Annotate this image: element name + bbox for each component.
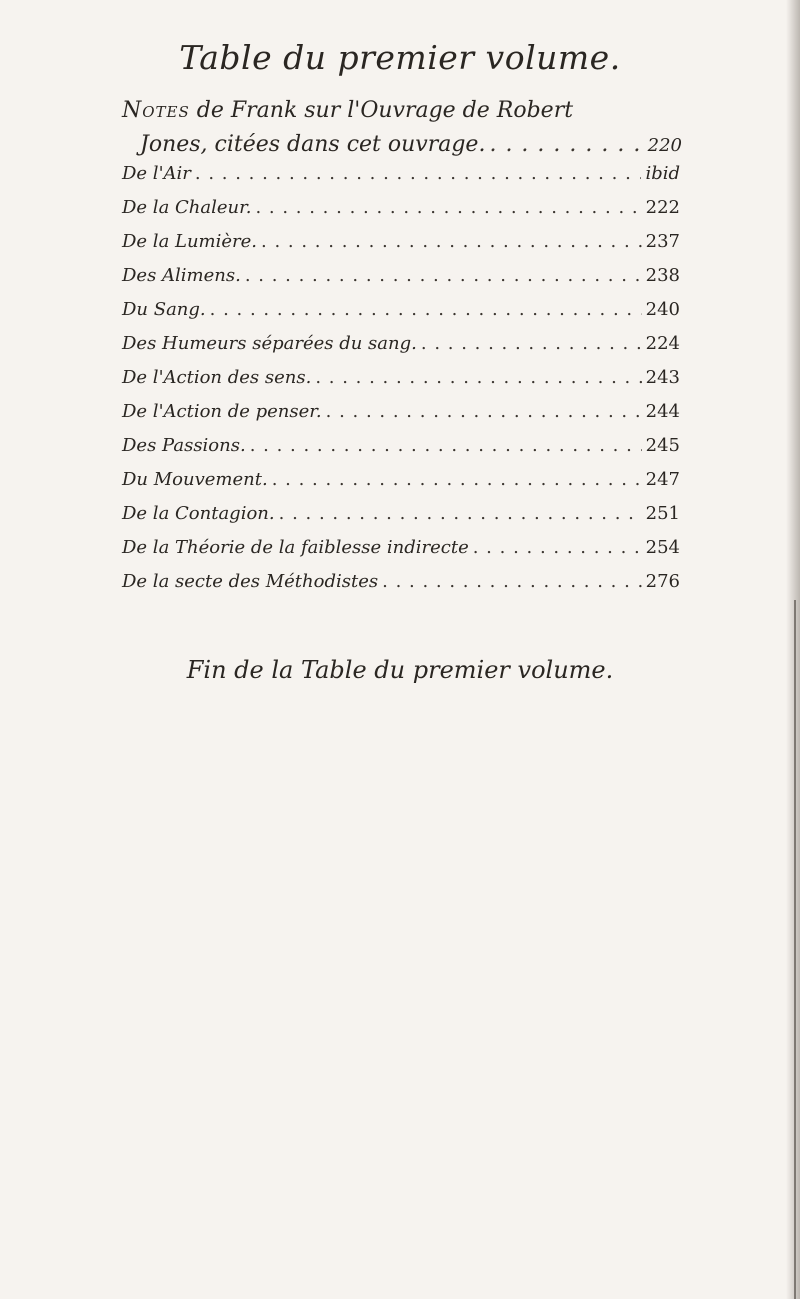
toc-entry-page: 222 (645, 197, 680, 218)
toc-entry-page: 251 (645, 503, 680, 524)
notes-heading (122, 94, 682, 163)
toc-entry (122, 435, 680, 467)
toc-entry (122, 401, 680, 433)
toc-entry (122, 197, 680, 229)
leader-dots (245, 265, 642, 286)
leader-dots (261, 231, 642, 252)
notes-heading-line2-text: Jones, citées dans cet ouvrage. (140, 132, 486, 157)
page-title: Table du premier volume. (179, 38, 621, 77)
toc-entry-page: ibid (645, 163, 680, 184)
notes-heading-prefix: Notes (122, 98, 190, 123)
leader-dots (473, 537, 642, 558)
toc-entry-page: 238 (645, 265, 680, 286)
toc-entry-label: Du Mouvement. (122, 469, 268, 490)
toc-entry-label: Des Passions. (122, 435, 246, 456)
leader-dots (255, 197, 641, 218)
leader-dots (272, 469, 642, 490)
toc-entry-label: De l'Action des sens. (122, 367, 312, 388)
leader-dots (315, 367, 641, 388)
toc-entry (122, 469, 680, 501)
toc-entry-page: 244 (645, 401, 680, 422)
toc-entry (122, 231, 680, 263)
leader-dots (489, 128, 643, 162)
page-edge-line (794, 600, 796, 1299)
notes-heading-line1 (122, 94, 682, 128)
leader-dots (195, 163, 642, 184)
toc-entry-page: 245 (645, 435, 680, 456)
notes-heading-line2 (122, 128, 682, 163)
leader-dots (382, 571, 642, 592)
toc-entry (122, 163, 680, 195)
toc-entry-label: De la Contagion. (122, 503, 275, 524)
toc-entry-page: 276 (645, 571, 680, 592)
toc-entry-label: Du Sang. (122, 299, 206, 320)
toc-entry-page: 237 (645, 231, 680, 252)
leader-dots (250, 435, 642, 456)
toc-entry (122, 333, 680, 365)
toc-entry-label: De la Théorie de la faiblesse indirecte (122, 537, 469, 558)
toc-entry-label: De la Chaleur. (122, 197, 252, 218)
toc-entry-label: De l'Air (122, 163, 191, 184)
toc-entry (122, 537, 680, 569)
notes-heading-page: 220 (647, 135, 682, 156)
toc-entry-page: 254 (645, 537, 680, 558)
page-edge-shadow (786, 0, 800, 1299)
toc-entry (122, 503, 680, 535)
leader-dots (421, 333, 642, 354)
leader-dots (326, 401, 642, 422)
toc-entry-label: De la secte des Méthodistes (122, 571, 379, 592)
toc-entry-label: De la Lumière. (122, 231, 258, 252)
toc-entry (122, 367, 680, 399)
toc-entry (122, 571, 680, 603)
toc-entry-label: Des Alimens. (122, 265, 241, 286)
toc-entry (122, 299, 680, 331)
closing-line: Fin de la Table du premier volume. (186, 656, 614, 684)
toc-entry (122, 265, 680, 297)
toc-entry-label: Des Humeurs séparées du sang. (122, 333, 417, 354)
notes-heading-line1-text: de Frank sur l'Ouvrage de Robert (196, 98, 574, 123)
leader-dots (210, 299, 642, 320)
leader-dots (279, 503, 642, 524)
toc-entry-page: 240 (645, 299, 680, 320)
toc-entry-label: De l'Action de penser. (122, 401, 322, 422)
toc-entry-page: 224 (645, 333, 680, 354)
toc-entry-page: 243 (645, 367, 680, 388)
toc-entry-page: 247 (645, 469, 680, 490)
